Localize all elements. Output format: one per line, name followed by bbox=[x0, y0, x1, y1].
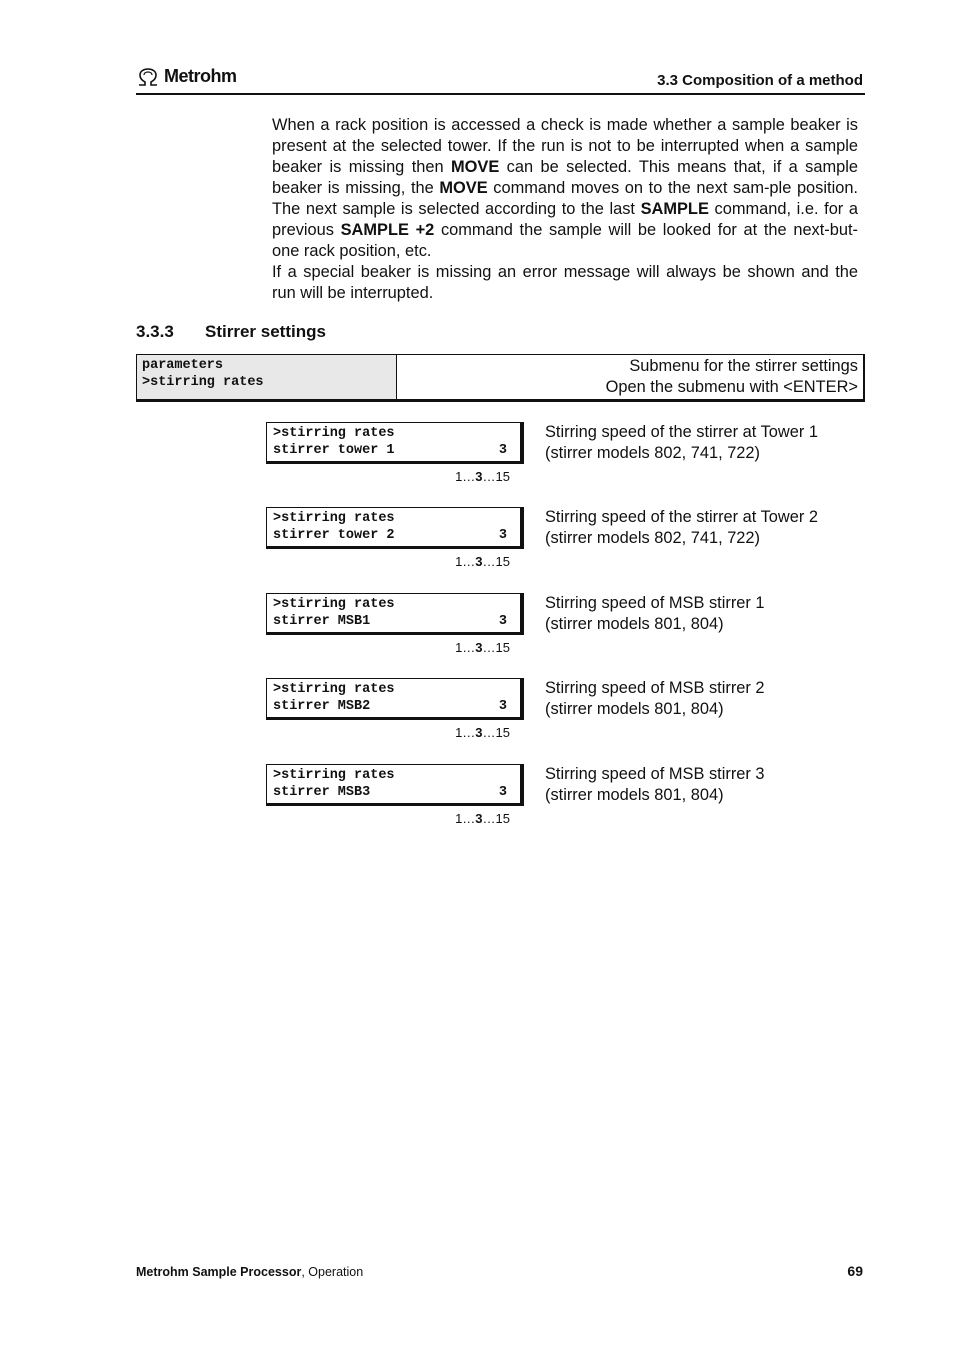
stirrer-description bbox=[545, 422, 855, 464]
range-default: 3 bbox=[475, 469, 483, 484]
parameter-value: 3 bbox=[498, 699, 507, 714]
section-number: 3.3.3 bbox=[136, 322, 174, 341]
text-run: command the sample will be looked for at the next-but-one rack position, etc. bbox=[272, 221, 859, 260]
display-line-1: >stirring rates bbox=[273, 426, 395, 441]
range-max: …15 bbox=[482, 640, 510, 655]
range-max: …15 bbox=[482, 469, 510, 484]
parameter-value: 3 bbox=[498, 528, 507, 543]
parameter-value: 3 bbox=[498, 614, 507, 629]
description-line-1: Stirring speed of the stirrer at Tower 1 bbox=[545, 423, 818, 441]
bold-keyword: SAMPLE +2 bbox=[340, 221, 435, 239]
description-line-1: Stirring speed of MSB stirrer 2 bbox=[545, 679, 765, 697]
parameter-name: stirrer MSB1 bbox=[273, 614, 371, 629]
text-run: command moves on to the next sam-ple position. The next sample is selected according to the last bbox=[272, 179, 858, 218]
stirrer-display bbox=[266, 678, 524, 720]
footer-product: Metrohm Sample Processor bbox=[136, 1265, 302, 1279]
intro-paragraph-1 bbox=[272, 115, 858, 262]
range-min: 1… bbox=[455, 811, 476, 826]
description-line-1: Stirring speed of the stirrer at Tower 2 bbox=[545, 508, 818, 526]
range-max: …15 bbox=[482, 725, 510, 740]
display-line-2 bbox=[273, 527, 514, 544]
page-number: 69 bbox=[847, 1263, 863, 1279]
range-default: 3 bbox=[475, 554, 483, 569]
header-rule bbox=[136, 93, 865, 95]
footer-suffix: , Operation bbox=[301, 1265, 364, 1279]
parameter-value: 3 bbox=[498, 443, 507, 458]
parameter-name: stirrer tower 1 bbox=[273, 443, 395, 458]
display-line-1: parameters bbox=[142, 358, 224, 373]
range-min: 1… bbox=[455, 469, 476, 484]
text-run: can be selected. This means that, if a sample beaker is missing, the bbox=[272, 158, 858, 197]
range-default: 3 bbox=[475, 640, 483, 655]
footer-title bbox=[136, 1265, 363, 1279]
parameters-table bbox=[136, 354, 865, 402]
intro-paragraph-2: If a special beaker is missing an error message will always be shown and the run will be interrupted. bbox=[272, 263, 858, 302]
display-line-1: >stirring rates bbox=[273, 682, 395, 697]
value-range bbox=[440, 725, 510, 740]
parameter-name: stirrer MSB2 bbox=[273, 699, 371, 714]
range-max: …15 bbox=[482, 554, 510, 569]
range-min: 1… bbox=[455, 725, 476, 740]
bold-keyword: MOVE bbox=[451, 158, 500, 176]
section-title: Stirrer settings bbox=[205, 322, 326, 341]
display-line-1: >stirring rates bbox=[273, 597, 395, 612]
range-default: 3 bbox=[475, 725, 483, 740]
description-line-1: Stirring speed of MSB stirrer 1 bbox=[545, 594, 765, 612]
display-line-2 bbox=[273, 698, 514, 715]
section-heading bbox=[136, 322, 326, 342]
description-line-2: (stirrer models 801, 804) bbox=[545, 700, 724, 718]
display-line-1: >stirring rates bbox=[273, 768, 395, 783]
description-line-2: Open the submenu with <ENTER> bbox=[605, 378, 858, 396]
value-range bbox=[440, 640, 510, 655]
description-line-2: (stirrer models 802, 741, 722) bbox=[545, 529, 760, 547]
stirrer-display bbox=[266, 593, 524, 635]
value-range bbox=[440, 469, 510, 484]
stirrer-display bbox=[266, 507, 524, 549]
range-min: 1… bbox=[455, 640, 476, 655]
range-default: 3 bbox=[475, 811, 483, 826]
description-line-1: Submenu for the stirrer settings bbox=[629, 357, 858, 375]
logo-text: Metrohm bbox=[164, 66, 237, 86]
stirrer-display bbox=[266, 422, 524, 464]
parameter-value: 3 bbox=[498, 785, 507, 800]
range-max: …15 bbox=[482, 811, 510, 826]
intro-text bbox=[272, 115, 858, 304]
text-run: When a rack position is accessed a check is made whether a sample beaker is present at the selected tower. If the run is not to be interrupted when a sample beaker is missing then bbox=[272, 116, 858, 176]
stirrer-description bbox=[545, 593, 855, 635]
display-line-2 bbox=[273, 784, 514, 801]
value-range bbox=[440, 811, 510, 826]
description-line-2: (stirrer models 802, 741, 722) bbox=[545, 444, 760, 462]
bold-keyword: MOVE bbox=[439, 179, 488, 197]
stirrer-description bbox=[545, 764, 855, 806]
description-line-1: Stirring speed of MSB stirrer 3 bbox=[545, 765, 765, 783]
running-header: 3.3 Composition of a method bbox=[657, 72, 863, 89]
parameters-description bbox=[397, 355, 863, 399]
parameter-name: stirrer tower 2 bbox=[273, 528, 395, 543]
display-line-2 bbox=[273, 613, 514, 630]
stirrer-description bbox=[545, 507, 855, 549]
description-line-2: (stirrer models 801, 804) bbox=[545, 786, 724, 804]
display-line-2: >stirring rates bbox=[142, 375, 264, 390]
metrohm-logo bbox=[136, 66, 237, 87]
display-line-1: >stirring rates bbox=[273, 511, 395, 526]
range-min: 1… bbox=[455, 554, 476, 569]
parameters-display bbox=[137, 355, 397, 399]
value-range bbox=[440, 554, 510, 569]
parameter-name: stirrer MSB3 bbox=[273, 785, 371, 800]
stirrer-description bbox=[545, 678, 855, 720]
description-line-2: (stirrer models 801, 804) bbox=[545, 615, 724, 633]
display-line-2 bbox=[273, 442, 514, 459]
omega-icon bbox=[136, 67, 160, 87]
stirrer-display bbox=[266, 764, 524, 806]
bold-keyword: SAMPLE bbox=[640, 200, 709, 218]
text-run: command, i.e. for a previous bbox=[272, 200, 859, 239]
